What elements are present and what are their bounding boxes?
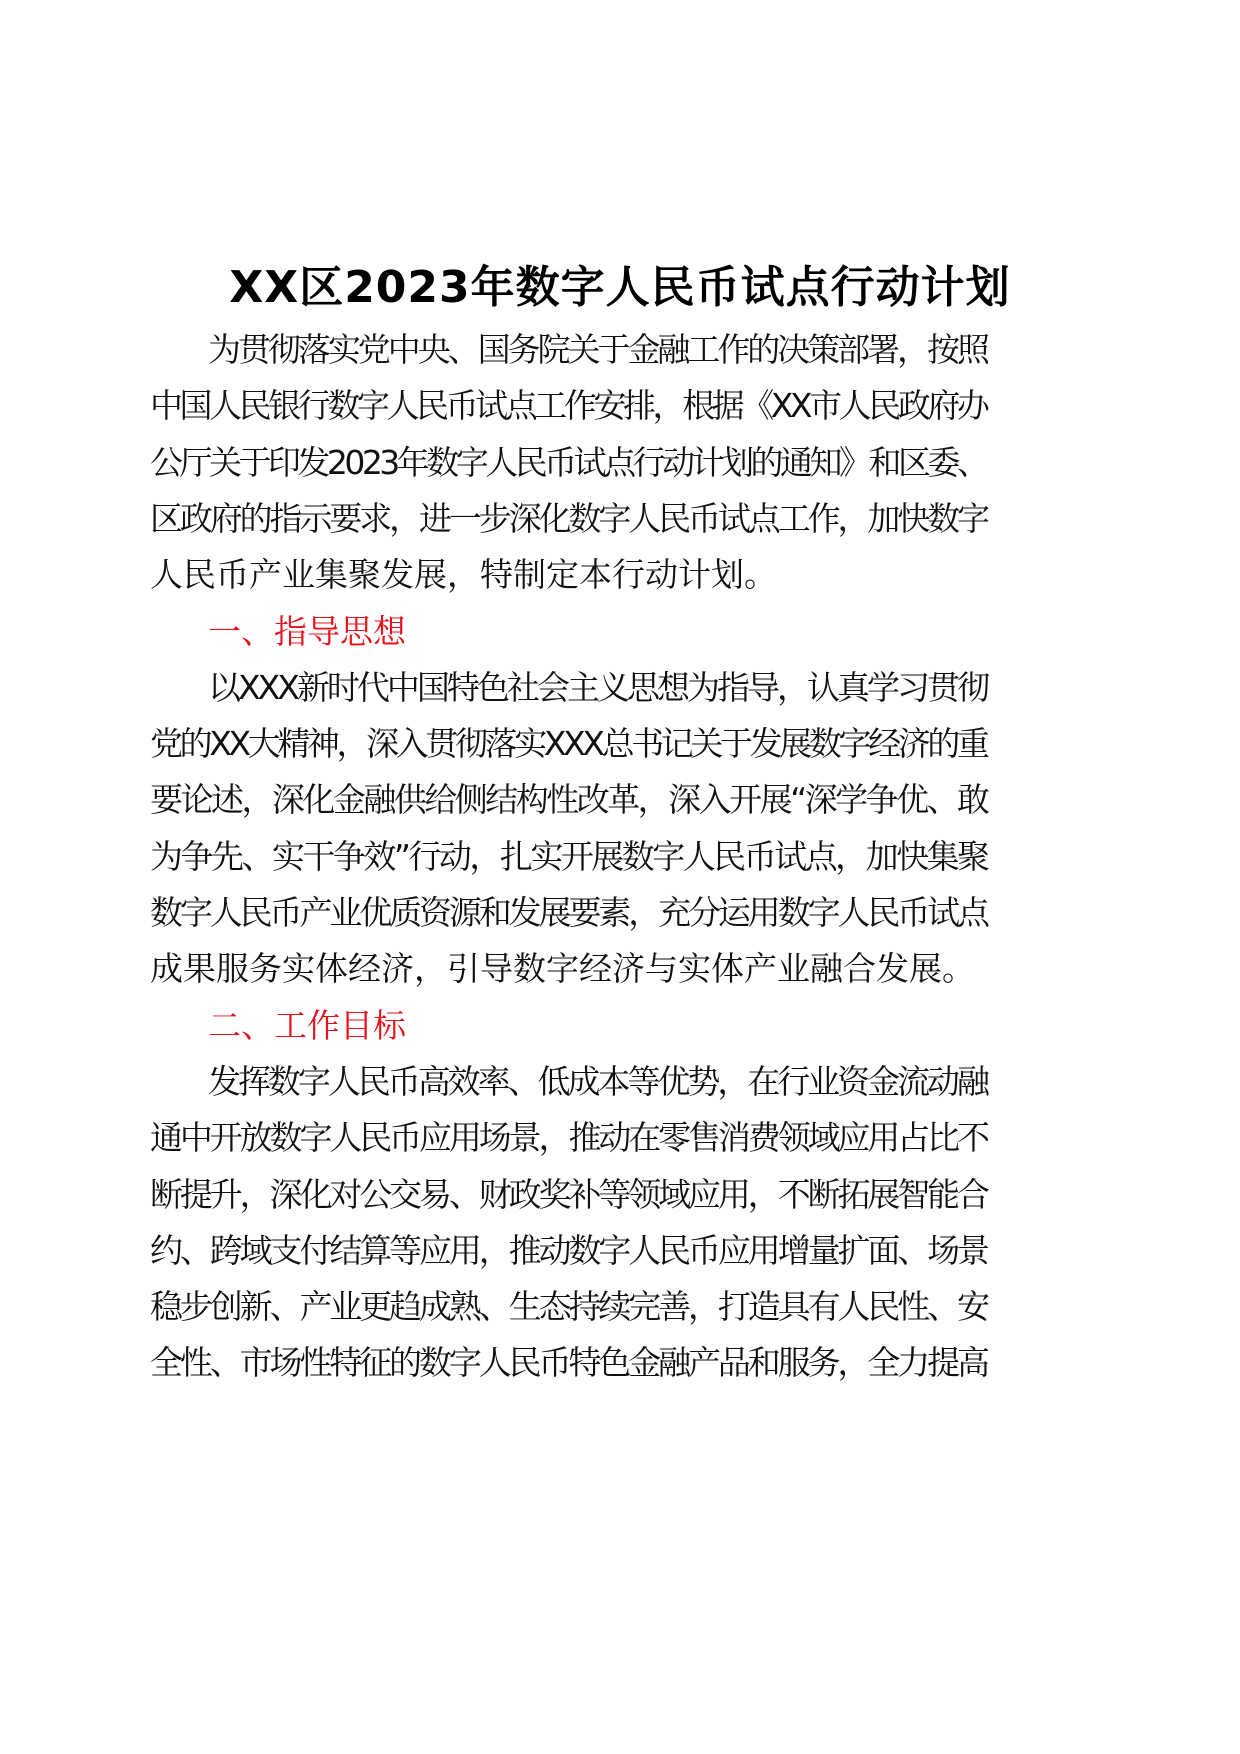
paragraph-line: 数字人民币产业优质资源和发展要素，充分运用数字人民币试点: [150, 893, 987, 932]
paragraph-line: 要论述，深化金融供给侧结构性改革，深入开展“深学争优、敢: [150, 780, 988, 820]
section-heading: 二、工作目标: [208, 1005, 406, 1045]
paragraph-line: 中国人民银行数字人民币试点工作安排，根据《XX市人民政府办: [150, 386, 987, 426]
paragraph-line: 稳步创新、产业更趋成熟、生态持续完善，打造具有人民性、安: [150, 1287, 987, 1327]
paragraph-line: 断提升，深化对公交易、财政奖补等领域应用，不断拓展智能合: [150, 1174, 987, 1214]
paragraph-line: 为贯彻落实党中央、国务院关于金融工作的决策部署，按照: [208, 330, 987, 369]
paragraph-line: 通中开放数字人民币应用场景，推动在零售消费领域应用占比不: [150, 1118, 987, 1158]
paragraph-line: 全性、市场性特征的数字人民币特色金融产品和服务，全力提高: [150, 1343, 987, 1383]
paragraph-line: 成果服务实体经济，引导数字经济与实体产业融合发展。: [150, 949, 975, 989]
paragraph-line: 为争先、实干争效”行动，扎实开展数字人民币试点，加快集聚: [150, 836, 988, 876]
document-title: XX区2023年数字人民币试点行动计划: [229, 262, 1011, 313]
paragraph-line: 人民币产业集聚发展，特制定本行动计划。: [150, 555, 777, 595]
paragraph-line: 区政府的指示要求，进一步深化数字人民币试点工作，加快数字: [150, 498, 987, 538]
paragraph-line: 以XXX新时代中国特色社会主义思想为指导，认真学习贯彻: [208, 667, 988, 707]
paragraph-line: 公厅关于印发2023年数字人民币试点行动计划的通知》和区委、: [150, 442, 987, 482]
paragraph-line: 发挥数字人民币高效率、低成本等优势，在行业资金流动融: [208, 1061, 987, 1101]
section-heading: 一、指导思想: [208, 611, 406, 651]
paragraph-line: 党的XX大精神，深入贯彻落实XXX总书记关于发展数字经济的重: [150, 724, 987, 764]
paragraph-line: 约、跨域支付结算等应用，推动数字人民币应用增量扩面、场景: [150, 1230, 987, 1270]
